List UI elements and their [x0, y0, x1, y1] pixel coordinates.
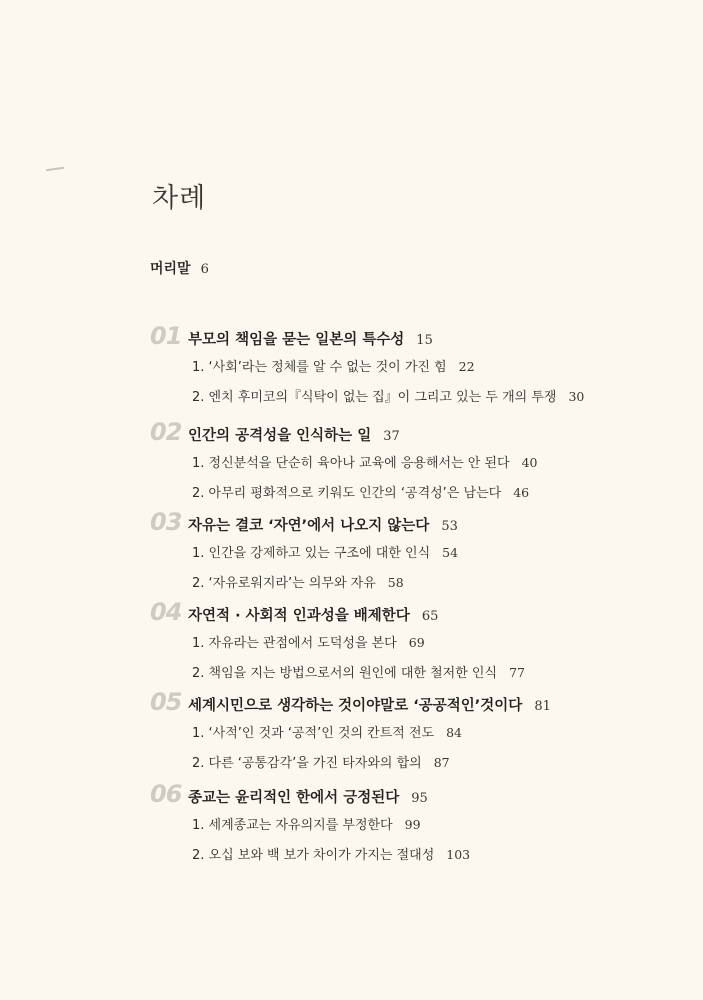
chapter-06 — [150, 780, 690, 870]
section-entry[interactable] — [150, 658, 690, 688]
section-entry[interactable] — [150, 448, 690, 478]
chapter-heading[interactable] — [150, 598, 690, 628]
chapter-03 — [150, 508, 690, 598]
section-entry[interactable] — [150, 538, 690, 568]
chapter-number: 04 — [150, 598, 182, 626]
section-page: 30 — [568, 389, 585, 404]
section-entry[interactable] — [150, 840, 690, 870]
page-title: 차례 — [152, 183, 207, 214]
chapter-title-text: 인간의 공격성을 인식하는 일 — [188, 428, 372, 444]
chapter-number: 06 — [150, 780, 182, 808]
preface-label: 머리말 — [150, 261, 191, 277]
section-label: 1. ‘사적’인 것과 ‘공적’인 것의 칸트적 전도 — [192, 726, 435, 741]
chapter-number: 02 — [150, 418, 182, 446]
section-entry[interactable] — [150, 628, 690, 658]
chapter-page: 37 — [383, 429, 400, 444]
chapter-02 — [150, 418, 690, 508]
section-label: 2. 오십 보와 백 보가 차이가 가지는 절대성 — [192, 848, 435, 863]
chapter-number: 05 — [150, 688, 182, 716]
section-page: 87 — [433, 755, 450, 770]
chapter-heading[interactable] — [150, 322, 690, 352]
section-page: 58 — [387, 575, 404, 590]
section-page: 46 — [513, 485, 530, 500]
preface-entry[interactable] — [150, 258, 209, 278]
chapter-title — [188, 514, 458, 535]
chapter-title — [188, 604, 438, 625]
section-page: 54 — [442, 545, 459, 560]
chapter-number: 03 — [150, 508, 182, 536]
section-label: 1. 인간을 강제하고 있는 구조에 대한 인식 — [192, 546, 431, 561]
chapter-page: 65 — [421, 609, 439, 624]
chapter-title-text: 세계시민으로 생각하는 것이야말로 ‘공공적인’것이다 — [188, 698, 523, 714]
chapter-04 — [150, 598, 690, 688]
chapter-01 — [150, 322, 690, 412]
chapter-page: 95 — [411, 791, 428, 806]
chapter-title-text: 자유는 결코 ‘자연’에서 나오지 않는다 — [188, 518, 430, 534]
preface-page: 6 — [200, 262, 209, 277]
section-label: 2. 엔치 후미코의『식탁이 없는 집』이 그리고 있는 두 개의 투쟁 — [192, 390, 557, 405]
chapter-page: 53 — [441, 519, 458, 534]
section-page: 40 — [521, 455, 538, 470]
section-entry[interactable] — [150, 352, 690, 382]
section-page: 84 — [446, 725, 463, 740]
ink-mark — [46, 167, 64, 171]
section-label: 2. 책임을 지는 방법으로서의 원인에 대한 철저한 인식 — [192, 666, 498, 681]
section-page: 103 — [446, 847, 471, 862]
chapter-number: 01 — [150, 322, 182, 350]
chapter-title-text: 부모의 책임을 묻는 일본의 특수성 — [188, 332, 405, 348]
section-entry[interactable] — [150, 718, 690, 748]
section-label: 2. 다른 ‘공통감각’을 가진 타자와의 합의 — [192, 756, 422, 771]
section-label: 1. 자유라는 관점에서 도덕성을 본다 — [192, 636, 397, 651]
section-page: 22 — [458, 359, 475, 374]
section-page: 69 — [408, 635, 425, 650]
chapter-page: 15 — [416, 333, 433, 348]
section-page: 77 — [509, 665, 525, 680]
section-page: 99 — [404, 817, 421, 832]
chapter-heading[interactable] — [150, 688, 690, 718]
section-entry[interactable] — [150, 568, 690, 598]
section-label: 1. 세계종교는 자유의지를 부정한다 — [192, 818, 393, 833]
chapter-title-text: 자연적 · 사회적 인과성을 배제한다 — [188, 608, 410, 624]
chapter-title — [188, 694, 551, 715]
section-label: 1. 정신분석을 단순히 육아나 교육에 응용해서는 안 된다 — [192, 456, 510, 471]
chapter-page: 81 — [534, 699, 551, 714]
chapter-05 — [150, 688, 690, 778]
chapter-title — [188, 424, 400, 445]
section-label: 2. 아무리 평화적으로 키워도 인간의 ‘공격성’은 남는다 — [192, 486, 502, 501]
chapter-heading[interactable] — [150, 780, 690, 810]
chapter-heading[interactable] — [150, 418, 690, 448]
chapter-title — [188, 328, 433, 349]
section-label: 1. ‘사회’라는 정체를 알 수 없는 것이 가진 힘 — [192, 360, 447, 375]
chapter-title — [188, 786, 428, 807]
section-entry[interactable] — [150, 748, 690, 778]
chapter-heading[interactable] — [150, 508, 690, 538]
section-entry[interactable] — [150, 478, 690, 508]
section-label: 2. ‘자유로워지라’는 의무와 자유 — [192, 576, 376, 591]
chapter-title-text: 종교는 윤리적인 한에서 긍정된다 — [188, 790, 400, 806]
section-entry[interactable] — [150, 810, 690, 840]
section-entry[interactable] — [150, 382, 690, 412]
